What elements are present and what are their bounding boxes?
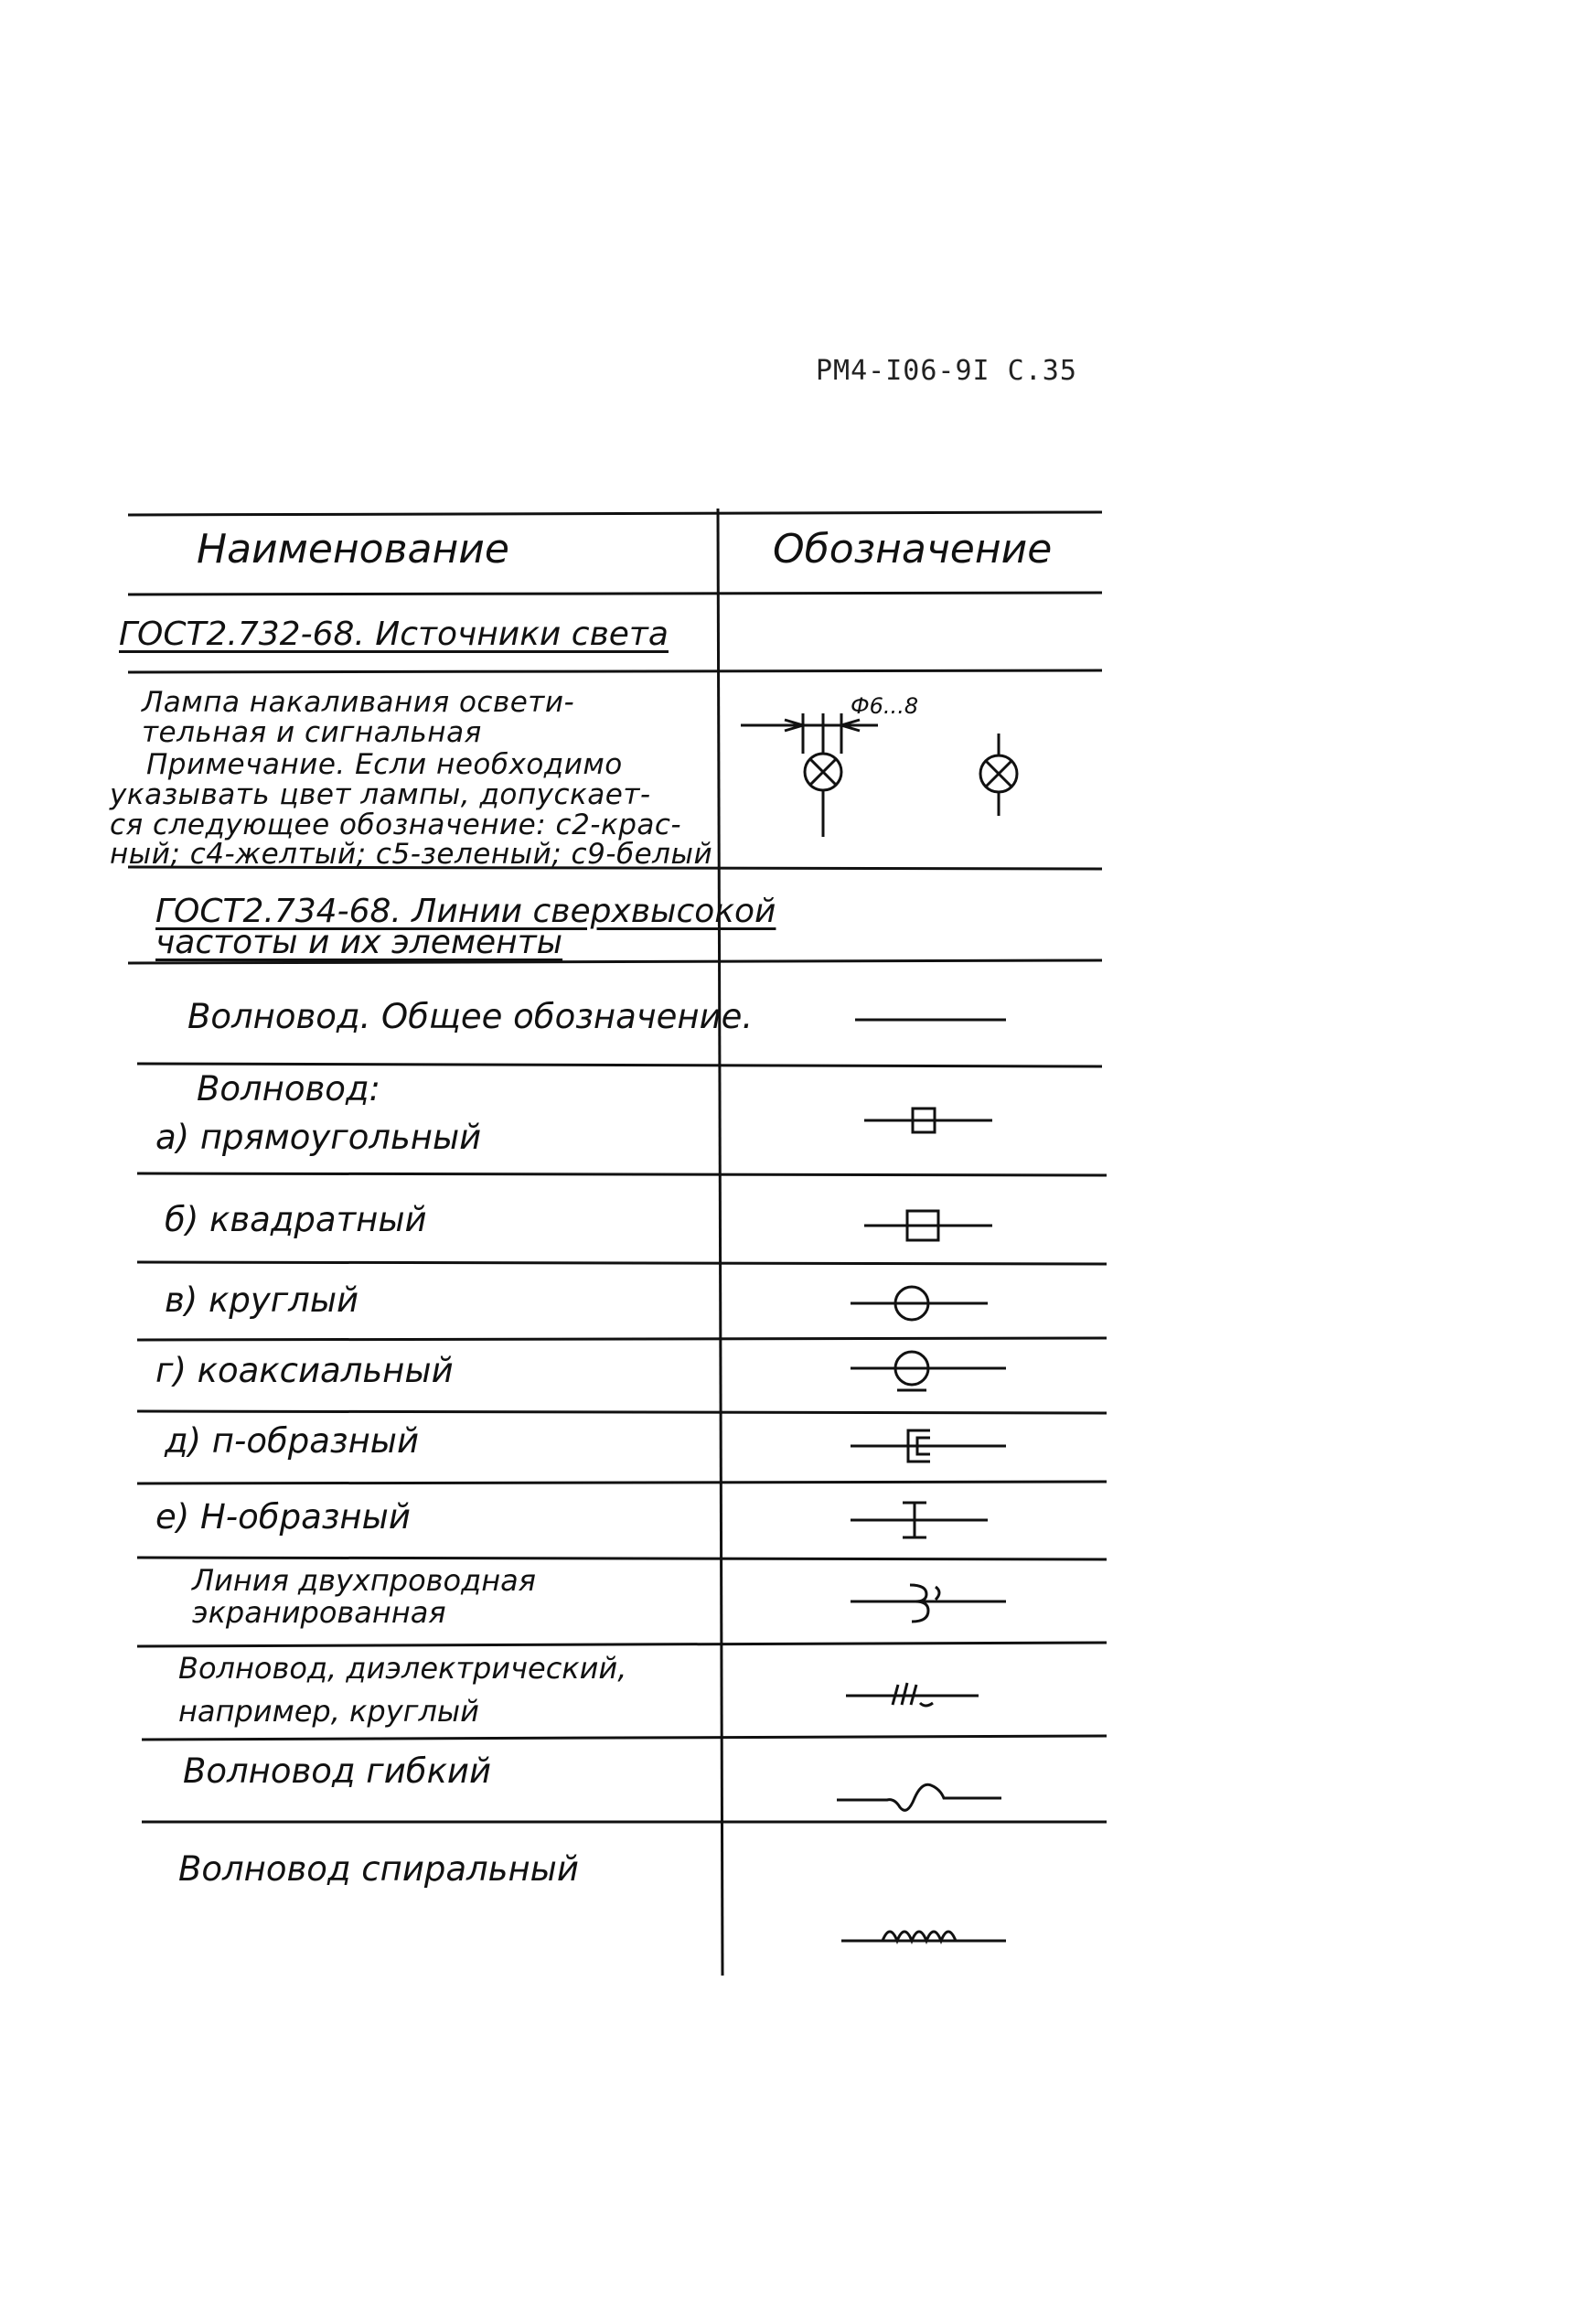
- section-title: ГОСТ2.734-68. Линии сверхвысокой: [155, 893, 776, 930]
- circular-waveguide-icon: [846, 1282, 992, 1324]
- lamp-name-line: Лампа накаливания освети-: [142, 686, 575, 719]
- page-reference: РМ4-I06-9I С.35: [816, 355, 1077, 387]
- row-name: Линия двухпроводная: [192, 1563, 537, 1598]
- flexible-waveguide-icon: [832, 1763, 1006, 1818]
- lamp-note-line: Примечание. Если необходимо: [146, 748, 623, 781]
- dielectric-waveguide-icon: [841, 1672, 988, 1723]
- lamp-with-dimension-icon: [732, 686, 1043, 851]
- row-name: например, круглый: [178, 1694, 479, 1729]
- dimension-label: Ф6...8: [851, 693, 919, 719]
- row-name: б) квадратный: [165, 1200, 427, 1239]
- h-shaped-waveguide-icon: [846, 1497, 992, 1543]
- coaxial-waveguide-icon: [846, 1344, 1011, 1399]
- row-name: е) Н-образный: [155, 1497, 411, 1537]
- lamp-note-line: указывать цвет лампы, допускает-: [110, 778, 651, 811]
- shielded-two-wire-line-icon: [846, 1578, 1011, 1629]
- lamp-note-line: ный; с4-желтый; с5-зеленый; с9-белый: [110, 838, 713, 871]
- line-icon: [851, 1006, 1015, 1033]
- column-header-name: Наименование: [197, 526, 509, 573]
- column-header-designation: Обозначение: [773, 526, 1053, 573]
- row-name: экранированная: [192, 1595, 446, 1630]
- row-name: в) круглый: [165, 1280, 359, 1320]
- row-name: Волновод спиральный: [178, 1849, 579, 1889]
- row-name: д) п-образный: [165, 1421, 420, 1461]
- row-name: Волновод, диэлектрический,: [178, 1651, 627, 1686]
- rectangular-waveguide-icon: [860, 1102, 997, 1139]
- row-name: Волновод. Общее обозначение.: [187, 997, 754, 1036]
- spiral-waveguide-icon: [837, 1912, 1011, 1957]
- square-waveguide-icon: [860, 1205, 997, 1248]
- p-shaped-waveguide-icon: [846, 1425, 1011, 1467]
- section-title: частоты и их элементы: [155, 924, 563, 961]
- row-name: г) коаксиальный: [155, 1351, 454, 1390]
- row-name: а) прямоугольный: [155, 1118, 482, 1157]
- row-name: Волновод:: [197, 1069, 380, 1108]
- lamp-name-line: тельная и сигнальная: [142, 716, 482, 749]
- section-title: ГОСТ2.732-68. Источники света: [119, 616, 669, 653]
- row-name: Волновод гибкий: [183, 1751, 492, 1791]
- lamp-note-line: ся следующее обозначение: с2-крас-: [110, 809, 682, 841]
